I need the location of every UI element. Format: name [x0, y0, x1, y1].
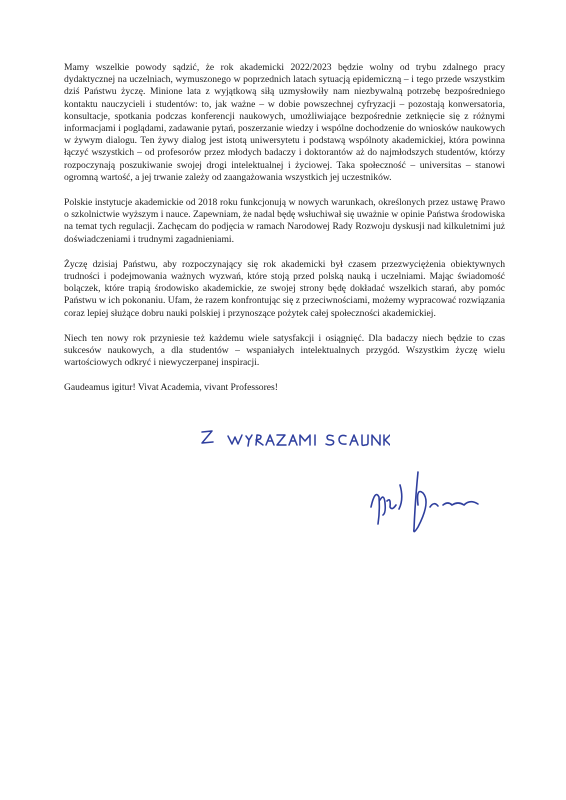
- paragraph-wishes: Życzę dzisiaj Państwu, aby rozpoczynający się rok akademicki był czasem przezwyciężenia obiektywnych trudności i podejmowania ważnych wyzwań, które stoją przed polską nauką i uczelniami. Mając świadomość bolączek, które trapią środowisko akademickie, ze swojej strony będę dokładać wszelkich starań, aby pomóc Państwu w ich pokonaniu. Ufam, że razem konfrontując się z przeciwnościami, możemy wypracować rozwiązania coraz lepiej służące dobru nauki polskiej i przynoszące pożytek całej społeczności akademickiej.: [64, 258, 505, 319]
- handwritten-closing-scribble: [200, 424, 390, 458]
- paragraph-new-year: Niech ten nowy rok przyniesie też każdemu wiele satysfakcji i osiągnięć. Dla badaczy niech będzie to czas sukcesów naukowych, a dla studentów – wspaniałych intelektualnych przygód. Wszystkim życzę wielu wartościowych odkryć i niewyczerpanej inspiracji.: [64, 332, 505, 369]
- paragraph-gaudeamus: Gaudeamus igitur! Vivat Academia, vivant Professores!: [64, 382, 278, 394]
- letter-body: [64, 62, 505, 395]
- paragraph-institutions: Polskie instytucje akademickie od 2018 roku funkcjonują w nowych warunkach, określonych przez ustawę Prawo o szkolnictwie wyższym i nauce. Zapewniam, że nadal będę wsłuchiwał się uważnie w opinie Państwa środowiska na temat tych regulacji. Zachęcam do podjęcia w ramach Narodowej Rady Rozwoju dyskusji nad kilkuletnimi już doświadczeniami i trudnymi zagadnieniami.: [64, 197, 505, 245]
- handwritten-closing: [200, 424, 390, 458]
- signature-scribble: [368, 467, 488, 547]
- handwritten-signature: [368, 467, 488, 547]
- paragraph-remote-teaching: Mamy wszelkie powody sądzić, że rok akademicki 2022/2023 będzie wolny od trybu zdalnego pracy dydaktycznej na uczelniach, wymuszonego w poprzednich latach sytuacją epidemiczną – i tego przede wszystkim dziś Państwu życzę. Minione lata z wyjątkową siłą uzmysłowiły nam niezbywalną potrzebę bezpośredniego kontaktu nauczycieli i studentów: to, jak ważne – w dobie powszechnej cyfryzacji – pozostają konwersatoria, konsultacje, spotkania podczas konferencji naukowych, umożliwiające bezpośrednie zetknięcie się z różnymi informacjami i poglądami, zadawanie pytań, poszerzanie wiedzy i wspólne dochodzenie do wniosków naukowych w żywym dialogu. Ten żywy dialog jest istotą uniwersytetu i podstawą wspólnoty akademickiej, która powinna łączyć wszystkich – od profesorów przez młodych badaczy i doktorantów aż do najmłodszych studentów, którzy rozpoczynają poszukiwanie swojej drogi intelektualnej i życiowej. Taka społeczność – universitas – stanowi ogromną wartość, a jej trwanie zależy od zaangażowania wszystkich jej uczestników.: [64, 62, 505, 183]
